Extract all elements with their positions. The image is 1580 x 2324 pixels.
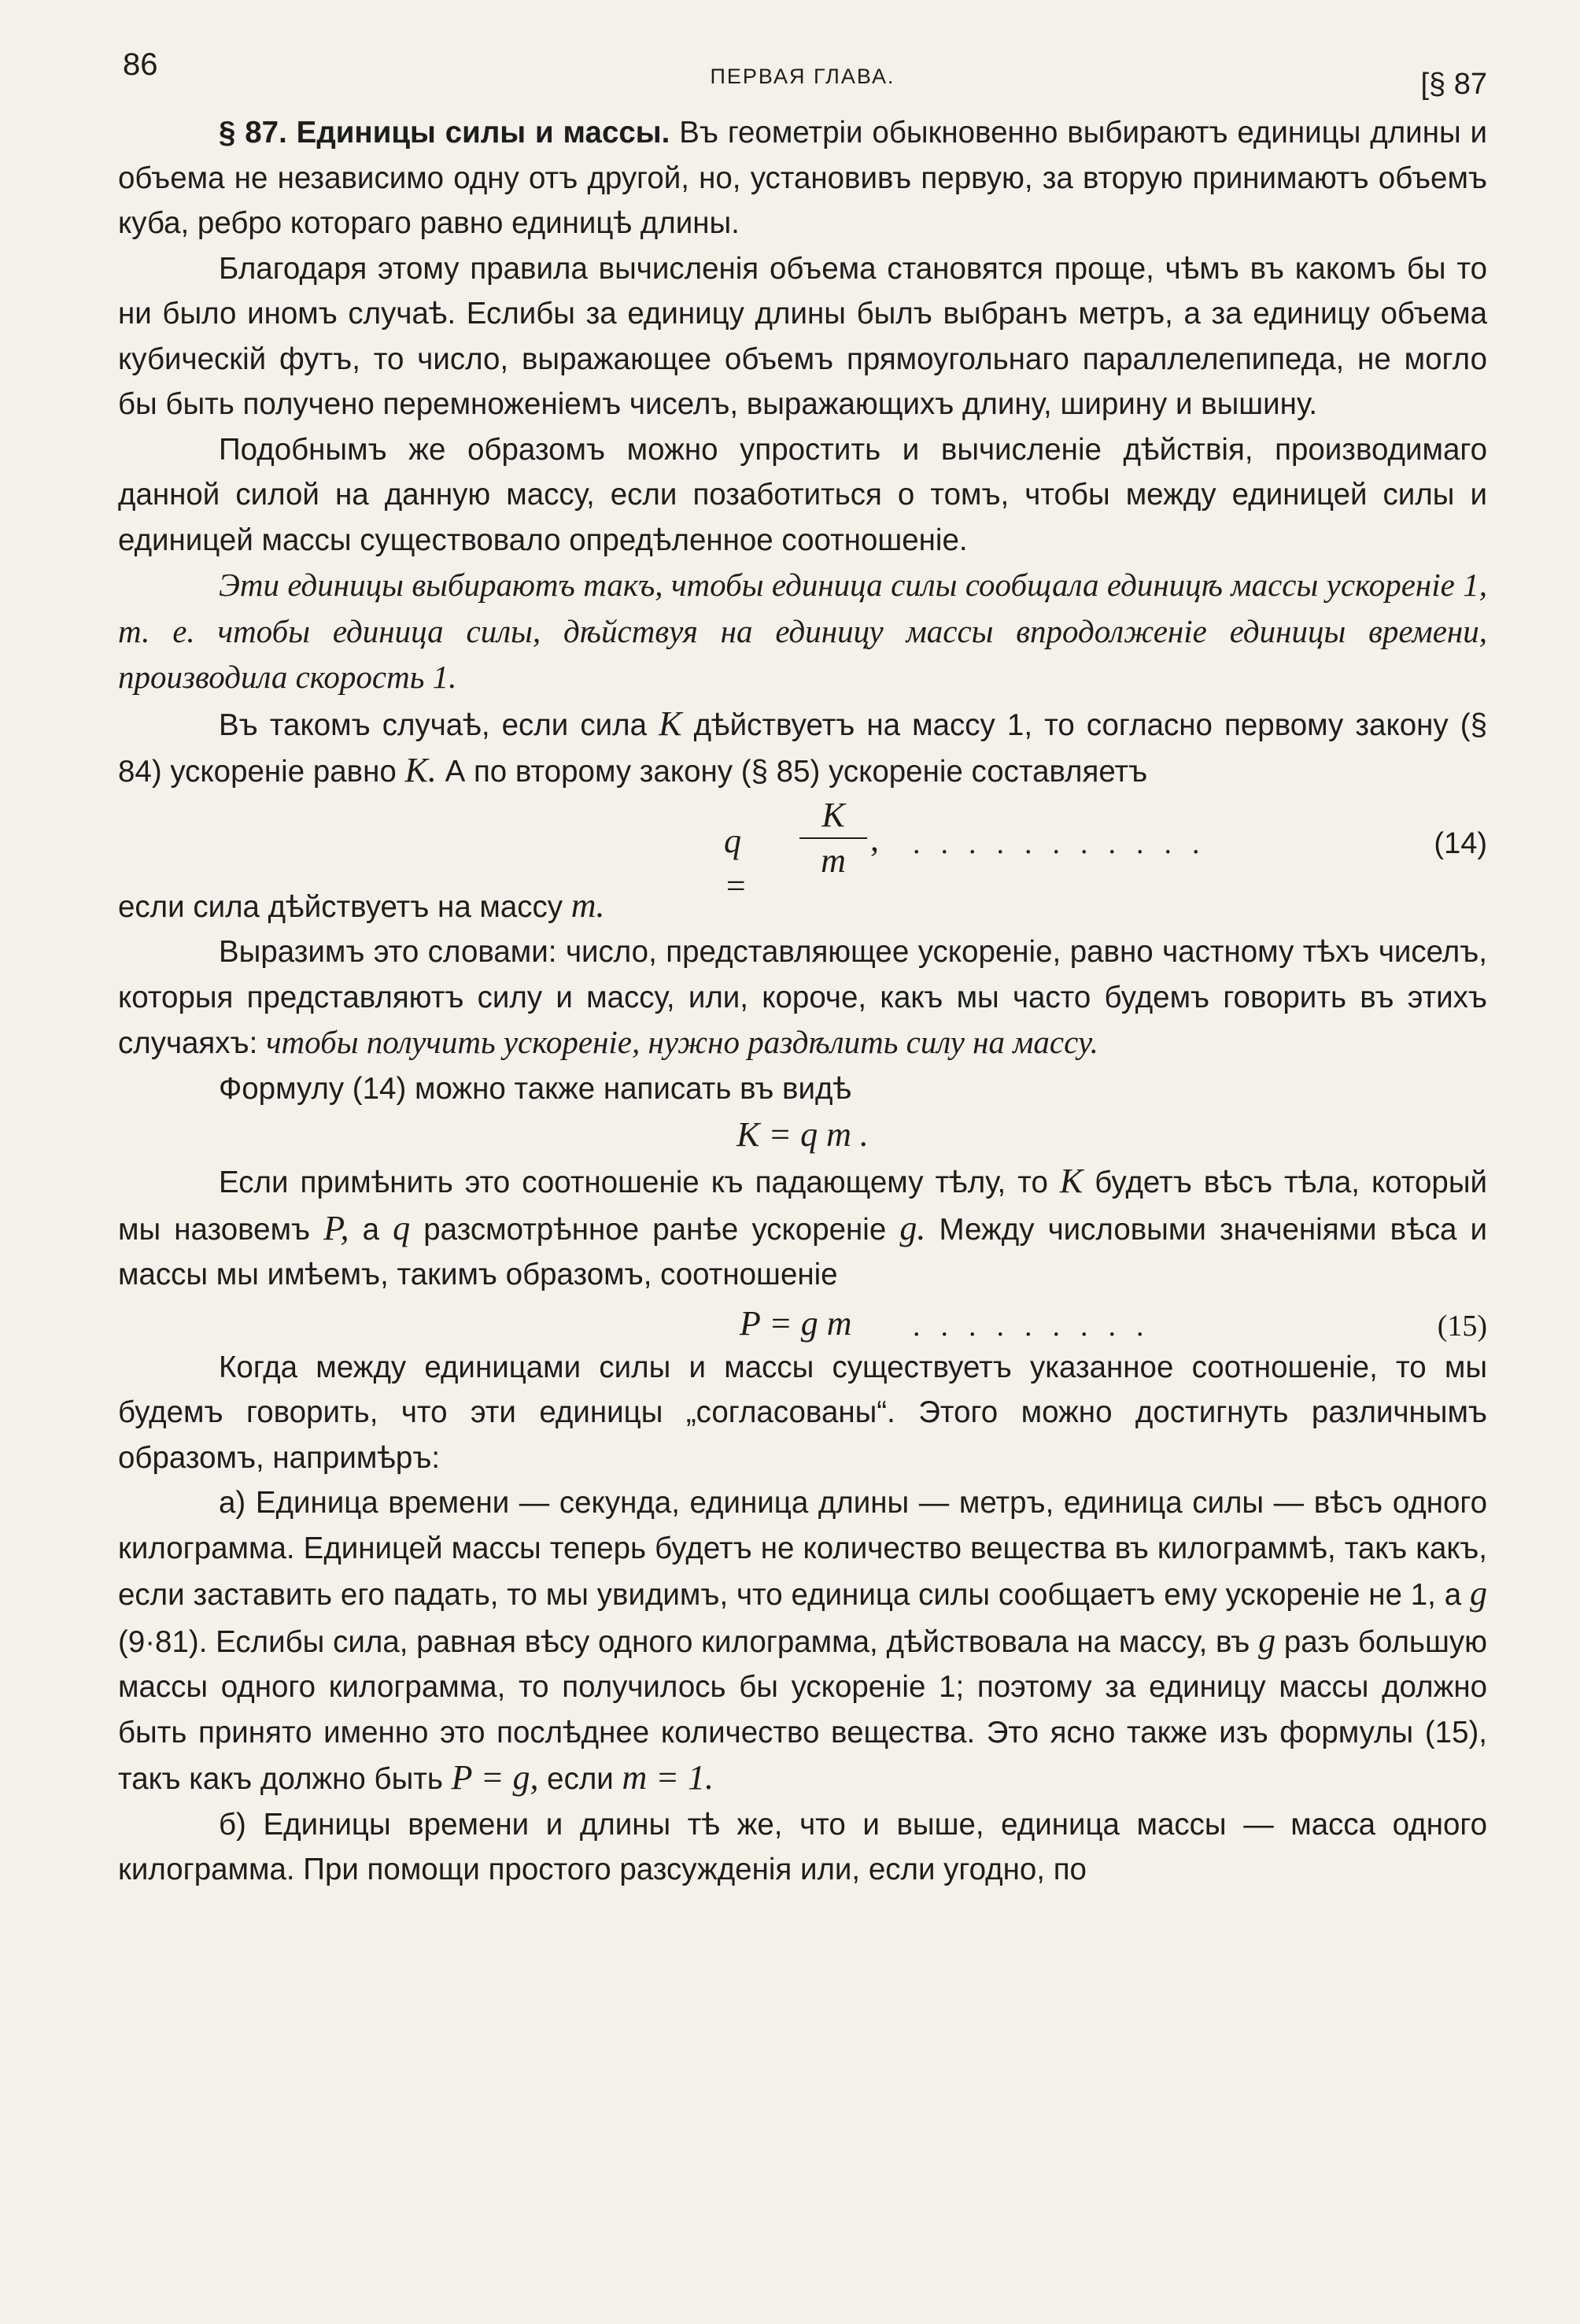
paragraph: [118, 563, 1487, 701]
text-run: (9·81). Еслибы сила, равная вѣсу одного килограмма, дѣйствовала на массу, въ: [118, 1624, 1250, 1659]
text-run: будетъ вѣсъ тѣла, который мы назовемъ: [118, 1166, 1487, 1247]
formula-comma: ,: [870, 819, 879, 859]
math-symbol: g: [1258, 1620, 1276, 1660]
text-run: если сила дѣйствуетъ на массу: [118, 889, 563, 924]
fraction-denominator: m: [821, 841, 846, 880]
book-page: [118, 47, 1487, 2298]
text-run: если: [547, 1762, 614, 1796]
equation-number: (14): [1434, 826, 1487, 860]
math-symbol: m.: [570, 885, 605, 925]
inline-equation: P = g,: [451, 1758, 539, 1797]
paragraph: [118, 883, 1487, 930]
paragraph: [118, 701, 1487, 795]
paragraph-text: Въ геометріи обыкновенно выбираютъ единицы длины и объема не независимо одну отъ другой, но, установивъ первую, за вторую принимаютъ объемъ куба, ребро котораго равно единицѣ длины.: [118, 116, 1487, 240]
paragraph: Когда между единицами силы и массы существуетъ указанное соотношеніе, то мы будемъ говорить, что эти единицы „согласованы“. Этого можно достигнуть различнымъ образомъ, напримѣръ:: [118, 1350, 1487, 1475]
fraction: [799, 795, 867, 881]
leader-dots: ...........: [913, 826, 1220, 860]
text-run: Выразимъ это словами: число, представляющее ускореніе, равно частному тѣхъ чиселъ, которыя представляютъ силу и массу, или, короче, какъ мы часто будемъ говорить въ этихъ случаяхъ:: [118, 935, 1487, 1060]
formula-kqm: K = q m .: [736, 1115, 869, 1154]
italic-statement: Эти единицы выбираютъ такъ, чтобы единица силы сообщала единицѣ массы ускореніе 1, т. е. чтобы единица силы, дѣйствуя на единицу массы впродолженіе единицы времени, производила скорость 1.: [118, 567, 1487, 695]
paragraph: Подобнымъ же образомъ можно упростить и вычисленіе дѣйствія, производимаго данной силой на данную массу, если позаботиться о томъ, чтобы между единицей силы и единицей массы существовало опредѣленное соотношеніе.: [118, 432, 1487, 557]
list-label: б): [219, 1807, 246, 1842]
inline-equation: m = 1.: [622, 1758, 714, 1797]
chapter-title: ПЕРВАЯ ГЛАВА.: [710, 65, 895, 88]
text-run: Въ такомъ случаѣ, если сила: [219, 708, 647, 742]
math-symbol: q: [393, 1208, 411, 1247]
fraction-numerator: K: [821, 795, 845, 834]
text-run: А по второму закону (§ 85) ускореніе составляетъ: [445, 755, 1148, 789]
formula-lhs: q =: [724, 821, 748, 905]
formula-expression: P = g m: [740, 1303, 852, 1343]
formula-15: [118, 1298, 1487, 1345]
paragraph: Благодаря этому правила вычисленія объема становятся проще, чѣмъ въ какомъ бы то ни было иномъ случаѣ. Еслибы за единицу длины былъ выбранъ метръ, а за единицу объема кубическій футъ, то число, выражающее объемъ прямоугольнаго параллелепипеда, не могло бы быть получено перемноженіемъ чиселъ, выражающихъ длину, ширину и вышину.: [118, 251, 1487, 421]
text-run: разсмотрѣнное ранѣе ускореніе: [423, 1212, 887, 1247]
math-symbol: K: [1059, 1162, 1083, 1200]
running-head: [118, 47, 1487, 110]
equation-number: (15): [1437, 1309, 1487, 1343]
math-symbol: K.: [404, 751, 437, 789]
leader-dots: .........: [913, 1309, 1165, 1343]
list-item-a: [118, 1480, 1487, 1802]
text-run: Единица времени — секунда, единица длины — метръ, единица силы — вѣсъ одного килограмма. Единицей массы теперь будетъ не количество вещества въ килограммѣ, такъ какъ, если заставить его падать, то мы увидимъ, что единица силы сообщаетъ ему ускореніе не 1, а: [118, 1486, 1488, 1612]
formula-14: [118, 795, 1487, 905]
text-run: дѣйствуетъ на массу 1, то согласно первому закону (§ 84) ускореніе равно: [118, 708, 1487, 789]
text-run: Между числовыми значеніями вѣса и массы мы имѣемъ, такимъ образомъ, соотношеніе: [118, 1212, 1487, 1291]
list-label: а): [219, 1486, 246, 1520]
paragraph: [118, 110, 1487, 246]
text-run: Если примѣнить это соотношеніе къ падающему тѣлу, то: [219, 1166, 1048, 1199]
fraction-bar: [799, 837, 867, 839]
section-reference: [§ 87: [1420, 68, 1487, 101]
paragraph: Формулу (14) можно также написать въ видѣ: [219, 1071, 852, 1106]
page-body: [118, 110, 1487, 1893]
math-symbol: g.: [899, 1208, 926, 1247]
page-number: 86: [123, 47, 158, 82]
math-symbol: K: [659, 704, 682, 743]
paragraph: [118, 929, 1487, 1066]
list-item-b: [118, 1802, 1487, 1893]
text-run: а: [362, 1212, 379, 1247]
italic-statement: чтобы получить ускореніе, нужно раздѣлить силу на массу.: [266, 1024, 1098, 1060]
math-symbol: P,: [323, 1208, 349, 1247]
section-heading: § 87. Единицы силы и массы.: [219, 116, 670, 150]
paragraph: [118, 1158, 1487, 1298]
math-symbol: g: [1470, 1574, 1487, 1613]
text-run: разъ большую массы одного килограмма, то получилось бы ускореніе 1; поэтому за единицу массы должно быть принято именно это послѣднее количество вещества. Это ясно также изъ формулы (15), такъ какъ должно быть: [118, 1624, 1487, 1796]
text-run: Единицы времени и длины тѣ же, что и выше, единица массы — масса одного килограмма. При помощи простого разсужденія или, если угодно, по: [118, 1807, 1487, 1886]
